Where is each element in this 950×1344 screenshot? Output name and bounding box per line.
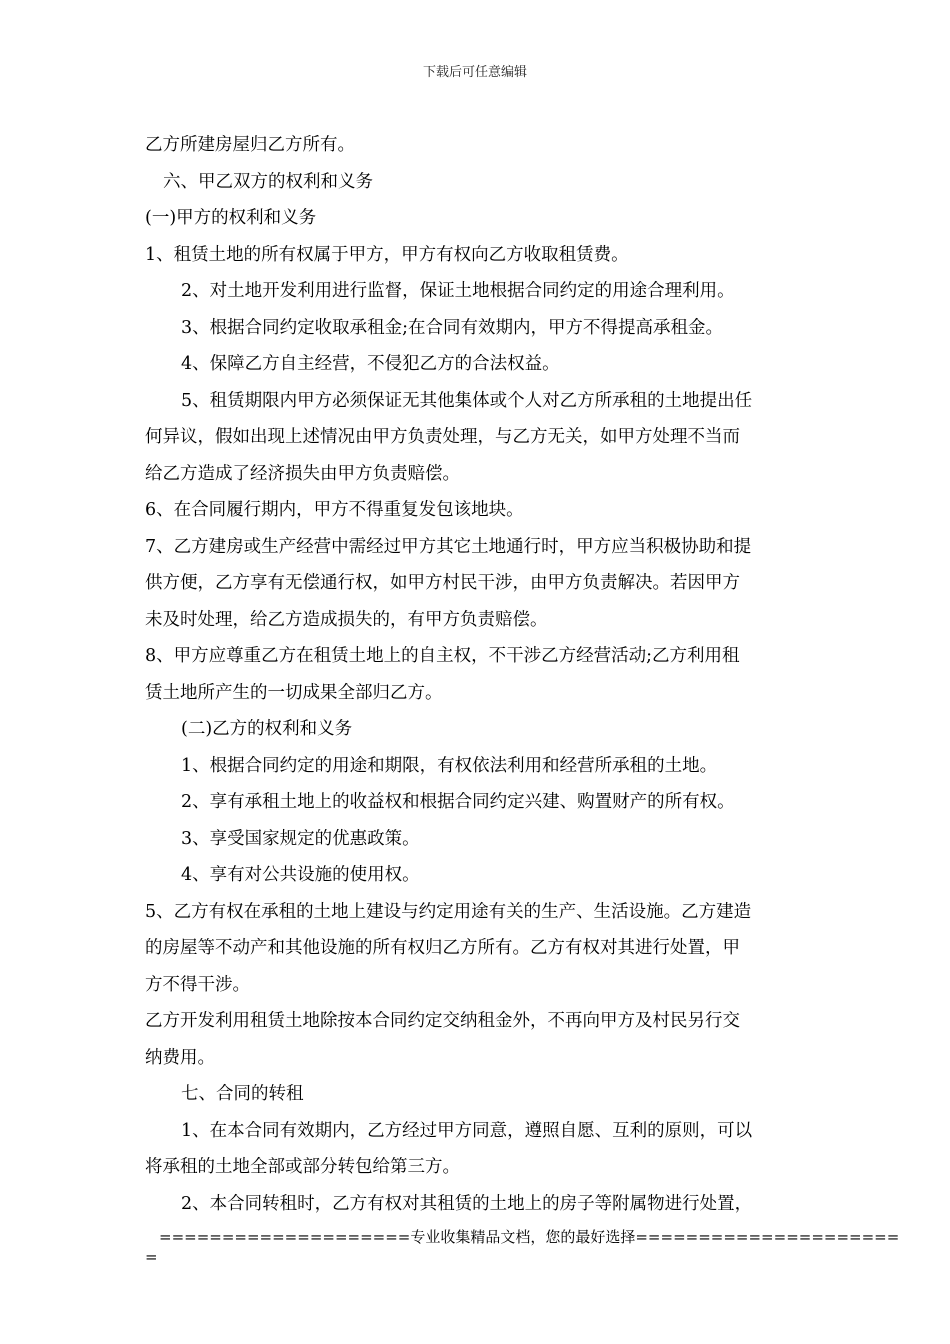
paragraph-line: 给乙方造成了经济损失由甲方负责赔偿。: [145, 463, 460, 484]
paragraph-line: 2、本合同转租时，乙方有权对其租赁的土地上的房子等附属物进行处置，: [181, 1193, 753, 1214]
page-footer: [145, 1227, 900, 1267]
subsection-heading: (一)甲方的权利和义务: [145, 208, 317, 228]
paragraph-line: 4、保障乙方自主经营，不侵犯乙方的合法权益。: [181, 354, 560, 374]
paragraph-line: 2、对土地开发利用进行监督，保证土地根据合同约定的用途合理利用。: [181, 281, 735, 301]
paragraph-line: 方不得干涉。: [145, 974, 250, 995]
document-body: [145, 127, 807, 1222]
paragraph-line: 3、享受国家规定的优惠政策。: [181, 828, 420, 849]
paragraph-line: 5、租赁期限内甲方必须保证无其他集体或个人对乙方所承租的土地提出任: [181, 390, 753, 411]
paragraph-line: 的房屋等不动产和其他设施的所有权归乙方所有。乙方有权对其进行处置，甲: [145, 938, 740, 958]
paragraph-line: 2、享有承租土地上的收益权和根据合同约定兴建、购置财产的所有权。: [181, 792, 735, 812]
section-heading: 七、合同的转租: [181, 1084, 304, 1104]
paragraph-line: 5、乙方有权在承租的土地上建设与约定用途有关的生产、生活设施。乙方建造: [145, 901, 752, 922]
page-header: 下载后可任意编辑: [422, 65, 527, 80]
footer-banner: ====================专业收集精品文档，您的最好选择=====================: [159, 1228, 900, 1246]
paragraph-line: 1、在本合同有效期内，乙方经过甲方同意，遵照自愿、互利的原则，可以: [181, 1120, 753, 1141]
paragraph-line: 6、在合同履行期内，甲方不得重复发包该地块。: [145, 500, 524, 520]
paragraph-line: 1、根据合同约定的用途和期限，有权依法利用和经营所承租的土地。: [181, 755, 718, 776]
paragraph-line: 7、乙方建房或生产经营中需经过甲方其它土地通行时，甲方应当积极协助和提: [145, 536, 752, 557]
paragraph-line: 乙方开发利用租赁土地除按本合同约定交纳租金外，不再向甲方及村民另行交: [145, 1011, 740, 1031]
paragraph-line: 乙方所建房屋归乙方所有。: [145, 135, 355, 155]
paragraph-line: 供方便，乙方享有无偿通行权，如甲方村民干涉，由甲方负责解决。若因甲方: [145, 573, 740, 593]
paragraph-line: 8、甲方应尊重乙方在租赁土地上的自主权，不干涉乙方经营活动;乙方利用租: [145, 646, 740, 666]
paragraph-line: 1、租赁土地的所有权属于甲方，甲方有权向乙方收取租赁费。: [145, 244, 629, 265]
paragraph-line: 将承租的土地全部或部分转包给第三方。: [145, 1157, 460, 1177]
paragraph-line: 何异议，假如出现上述情况由甲方负责处理，与乙方无关，如甲方处理不当而: [145, 427, 740, 447]
paragraph-line: 纳费用。: [145, 1047, 215, 1068]
subsection-heading: (二)乙方的权利和义务: [181, 719, 353, 739]
paragraph-line: 3、根据合同约定收取承租金;在合同有效期内，甲方不得提高承租金。: [181, 317, 724, 338]
section-heading: 六、甲乙双方的权利和义务: [163, 171, 373, 192]
paragraph-line: 赁土地所产生的一切成果全部归乙方。: [145, 682, 443, 703]
paragraph-line: 4、享有对公共设施的使用权。: [181, 865, 420, 885]
paragraph-line: 未及时处理，给乙方造成损失的，有甲方负责赔偿。: [145, 609, 548, 630]
footer-banner-wrap: =: [145, 1248, 158, 1266]
